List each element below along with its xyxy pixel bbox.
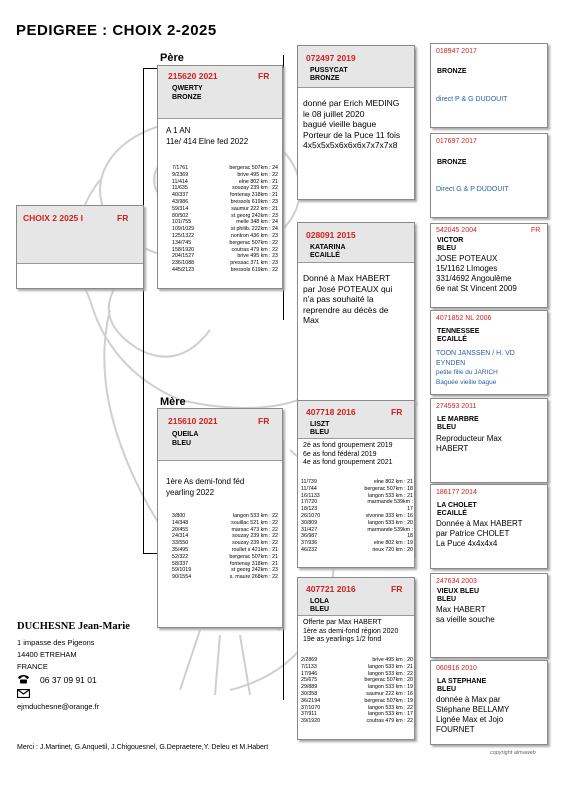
- gp1-ring: 072497 2019: [306, 53, 356, 63]
- result-row: 158/1920 coutras 479 km : 22: [172, 246, 278, 253]
- tree-line: [283, 440, 284, 700]
- result-row: 125/1322 nontron 436 km : 23: [172, 232, 278, 239]
- result-row: 37/1070 langon 533 km : 22: [301, 704, 413, 711]
- gp4-results: [301, 657, 413, 725]
- tree-line: [143, 553, 157, 554]
- gp4-name: LOLA: [310, 598, 330, 605]
- grandparent-katarina-card: [297, 222, 415, 404]
- tree-line: [283, 55, 284, 320]
- result-row: 59/1019 st georg 242km : 23: [172, 567, 278, 574]
- tree-line: [415, 232, 416, 412]
- section-pere: Père: [160, 52, 184, 64]
- result-row: 26/1070 vivonne 333 km : 16: [301, 512, 413, 519]
- result-row: 30/358 saumur 222 km : 16: [301, 690, 413, 697]
- result-row: 36/987 18: [301, 533, 413, 540]
- gp4-color: BLEU: [310, 606, 330, 613]
- result-row: 11/635 souzay 239 km : 22: [172, 185, 278, 192]
- mere-name: QUEILA: [172, 431, 199, 438]
- result-row: 109/1029 st philib. 222km : 24: [172, 226, 278, 233]
- result-row: 37/911 langon 533 km : 17: [301, 711, 413, 718]
- result-row: 25/675 bergerac 507km : 20: [301, 677, 413, 684]
- gp2-color: ECAILLÉ: [310, 252, 340, 259]
- mere-card: [157, 408, 283, 628]
- result-row: 24/314 souzay 239 km : 22: [172, 533, 278, 540]
- result-row: 36/2194 bergerac 507km : 19: [301, 697, 413, 704]
- result-row: 7/1133 langon 533 km : 21: [301, 663, 413, 670]
- gp1-color: BRONZE: [310, 75, 340, 82]
- breeder-phone: 06 37 09 91 01: [40, 675, 97, 685]
- gp4-info: Offerte par Max HABERT 1ère as demi-fond région 2020 19e as yearlings 1/2 fond: [303, 619, 399, 643]
- breeder-address1: 1 impasse des Pigeons: [17, 638, 95, 647]
- gp1-info: donné par Erich MEDING le 08 juillet 2020 bagué vieille bague Porteur de la Puce 11 fois 4x5x5x5x6x6x6x7x7x7x8: [303, 98, 401, 150]
- gp3-country: FR: [391, 407, 403, 417]
- ggp-card-4: 4071852 NL 2006 TENNESSEE ECAILLÉ TOON JANSSEN / H. VD EYNDEN petite fille du JARICH Baguée vieille bague: [430, 310, 548, 395]
- thanks-line: Merci : J.Martinet, G.Anquetil, J.Chigouesnel, G.Depraetere,Y. Deleu et M.Habert: [17, 744, 269, 751]
- result-row: 90/1554 s. maure 268km : 22: [172, 574, 278, 581]
- result-row: 52/322 bergerac 507km : 21: [172, 553, 278, 560]
- mere-color: BLEU: [172, 440, 192, 447]
- phone-icon: [17, 674, 30, 684]
- pere-ring: 215620 2021: [168, 71, 218, 81]
- result-row: 11/744 bergerac 507km : 18: [301, 485, 413, 492]
- gp2-ring: 028091 2015: [306, 230, 356, 240]
- gp2-name: KATARINA: [310, 244, 346, 251]
- ggp-card-2: 017697 2017 BRONZE Direct G & P DUDOUIT: [430, 133, 548, 218]
- tree-line: [415, 408, 416, 558]
- result-row: 11/414 elne 802 km : 21: [172, 178, 278, 185]
- result-row: 80/502 st georg 242km : 23: [172, 212, 278, 219]
- ggp-card-8: 060916 2010 LA STEPHANE BLEU donnée à Max par Stéphane BELLAMY Lignée Max et Jojo FOURNET: [430, 660, 548, 745]
- ggp-card-5: 274593 2011 LE MARBRE BLEU Reproducteur Max HABERT: [430, 398, 548, 483]
- result-row: 134/745 bergerac 507km : 22: [172, 239, 278, 246]
- ggp-card-3: 542045 2004 FR VICTOR BLEU JOSE POTEAUX 15/1162 LImoges 331/4692 Angoulême 6e nat St Vincent 2009: [430, 223, 548, 308]
- ggp-card-6: 186177 2014 LA CHOLET ECAILLÉ Donnée à Max HABERT par Patrice CHOLET La Puce 4x4x4x4: [430, 484, 548, 569]
- mere-country: FR: [258, 416, 270, 426]
- gp4-ring: 407721 2016: [306, 584, 356, 594]
- pere-name: QWERTY: [172, 85, 203, 92]
- pere-results: [172, 165, 278, 274]
- subject-country: FR: [117, 213, 129, 223]
- breeder-name: DUCHESNE Jean-Marie: [17, 621, 130, 632]
- result-row: 236/1088 pressac 371 km : 23: [172, 260, 278, 267]
- gp3-name: LISZT: [310, 421, 330, 428]
- result-row: 33/550 souzay 239 km : 22: [172, 540, 278, 547]
- result-row: 14/348 souillac 521 km : 22: [172, 519, 278, 526]
- result-row: 2/2869 brive 495 km : 20: [301, 657, 413, 663]
- breeder-email[interactable]: ejmduchesne@orange.fr: [17, 702, 100, 711]
- result-row: 20/455 marsac 473 km : 22: [172, 526, 278, 533]
- grandparent-liszt-card: [297, 400, 415, 568]
- result-row: 59/314 saumur 222 km : 21: [172, 205, 278, 212]
- gp3-info: 2é as fond groupement 2019 6e as fond fédéral 2019 4e as fond groupement 2021: [303, 442, 393, 466]
- result-row: 204/1527 brive 495 km : 23: [172, 253, 278, 260]
- result-row: 18/123 17: [301, 506, 413, 513]
- breeder-address2: 14400 ETREHAM: [17, 650, 77, 659]
- result-row: 30/809 langon 533 km : 20: [301, 519, 413, 526]
- result-row: 7/1761 bergerac 507km : 24: [172, 165, 278, 171]
- gp3-ring: 407718 2016: [306, 407, 356, 417]
- result-row: 35/495 roullet s 421km : 21: [172, 546, 278, 553]
- copyright: copyright almaweb: [490, 750, 536, 756]
- result-row: 29/889 langon 533 km : 19: [301, 684, 413, 691]
- result-row: 17/720 marmande 539km :: [301, 499, 413, 506]
- pere-card: [157, 65, 283, 289]
- ggp-card-7: 247634 2003 VIEUX BLEU BLEU Max HABERT sa vieille souche: [430, 573, 548, 658]
- gp1-name: PUSSYCAT: [310, 67, 348, 74]
- result-row: 445/2123 bressols 619km : 22: [172, 266, 278, 273]
- grandparent-pussycat-card: [297, 45, 415, 200]
- result-row: 40/337 fontenay 318km : 21: [172, 192, 278, 199]
- grandparent-lola-card: [297, 577, 415, 740]
- gp3-color: BLEU: [310, 429, 330, 436]
- ggp-card-1: 018947 2017 BRONZE direct P & G DUDOUIT: [430, 43, 548, 128]
- tree-line: [415, 582, 416, 727]
- subject-card: [16, 205, 144, 289]
- result-row: 43/986 bressols 619km : 23: [172, 198, 278, 205]
- result-row: 58/337 fontenay 318km : 21: [172, 560, 278, 567]
- mere-results: [172, 513, 278, 581]
- result-row: 101/755 melle 348 km : 24: [172, 219, 278, 226]
- result-row: 37/936 elne 802 km : 19: [301, 540, 413, 547]
- result-row: 9/2369 brive 495 km : 22: [172, 171, 278, 178]
- result-row: 46/232 rieux 720 km : 20: [301, 546, 413, 553]
- tree-line: [143, 68, 144, 553]
- pere-color: BRONZE: [172, 94, 202, 101]
- tree-line: [143, 68, 157, 69]
- result-row: 39/1920 coutras 479 km : 22: [301, 718, 413, 725]
- mere-info: 1ère As demi-fond féd yearling 2022: [166, 477, 245, 497]
- subject-ring: CHOIX 2 2025 I: [23, 213, 84, 223]
- result-row: 3/800 langon 533 km : 22: [172, 513, 278, 519]
- gp2-info: Donné à Max HABERT par José POTEAUX qui n'a pas souhaité la reprendre au décès de Max: [303, 273, 393, 325]
- breeder-country: FRANCE: [17, 662, 48, 671]
- mere-ring: 215610 2021: [168, 416, 218, 426]
- email-icon: [17, 689, 30, 698]
- page-title: PEDIGREE : CHOIX 2-2025: [16, 22, 217, 39]
- result-row: 11/739 elne 802 km : 21: [301, 479, 413, 485]
- pere-country: FR: [258, 71, 270, 81]
- result-row: 31/427 marmande 539km :: [301, 526, 413, 533]
- result-row: 16/1133 langon 533 km : 21: [301, 492, 413, 499]
- tree-line: [415, 50, 416, 200]
- gp3-results: [301, 479, 413, 554]
- gp4-country: FR: [391, 584, 403, 594]
- section-mere: Mère: [160, 396, 186, 408]
- pere-info: A 1 AN 11e/ 414 Elne fed 2022: [166, 126, 249, 146]
- result-row: 17/946 langon 533 km : 22: [301, 670, 413, 677]
